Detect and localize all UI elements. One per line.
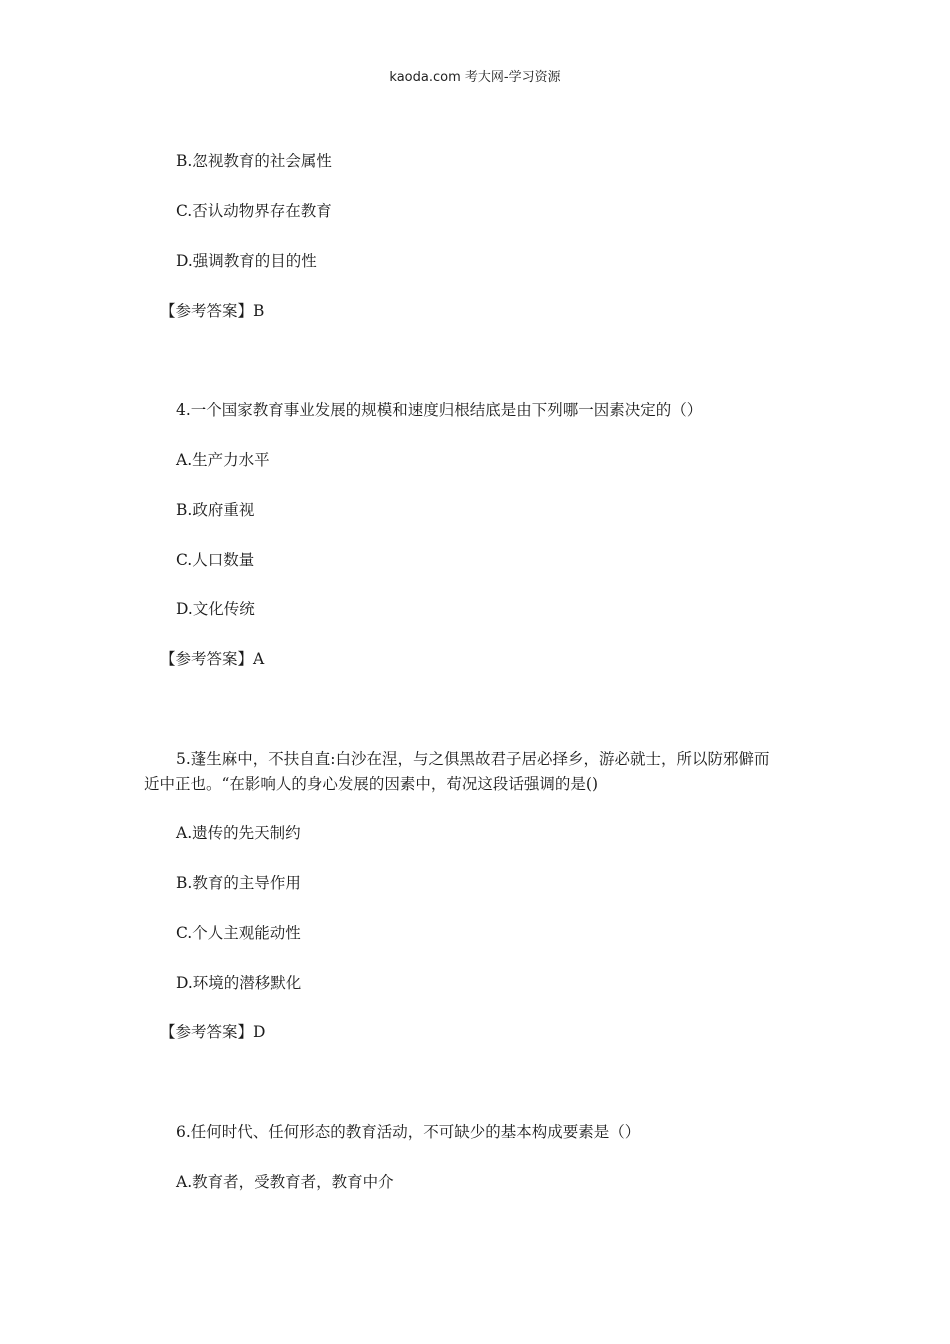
page-header: kaoda.com 考大网-学习资源 [389, 70, 561, 85]
q5-answer: 【参考答案】D [160, 1023, 266, 1041]
q5-option-c: C.个人主观能动性 [176, 924, 301, 942]
q3-option-b: B.忽视教育的社会属性 [176, 152, 332, 170]
q3-answer: 【参考答案】B [160, 302, 265, 320]
q3-option-d: D.强调教育的目的性 [176, 252, 317, 270]
q4-option-b: B.政府重视 [176, 501, 255, 519]
q5-option-a: A.遗传的先天制约 [176, 824, 301, 842]
q5-option-d: D.环境的潜移默化 [176, 974, 302, 992]
q4-option-a: A.生产力水平 [176, 451, 270, 469]
q5-option-b: B.教育的主导作用 [176, 874, 301, 892]
q5-stem-line1: 5.蓬生麻中，不扶自直:白沙在涅，与之俱黑故君子居必择乡，游必就士，所以防邪僻而 [176, 750, 770, 768]
q4-option-d: D.文化传统 [176, 600, 255, 618]
q6-stem: 6.任何时代、任何形态的教育活动，不可缺少的基本构成要素是（） [176, 1123, 641, 1141]
q4-answer: 【参考答案】A [160, 650, 265, 668]
q4-option-c: C.人口数量 [176, 551, 255, 569]
q4-stem: 4.一个国家教育事业发展的规模和速度归根结底是由下列哪一因素决定的（） [176, 401, 703, 419]
q6-option-a: A.教育者，受教育者，教育中介 [176, 1173, 394, 1191]
q5-stem-line2: 近中正也。“在影响人的身心发展的因素中，荀况这段话强调的是() [144, 775, 599, 793]
q3-option-c: C.否认动物界存在教育 [176, 202, 332, 220]
